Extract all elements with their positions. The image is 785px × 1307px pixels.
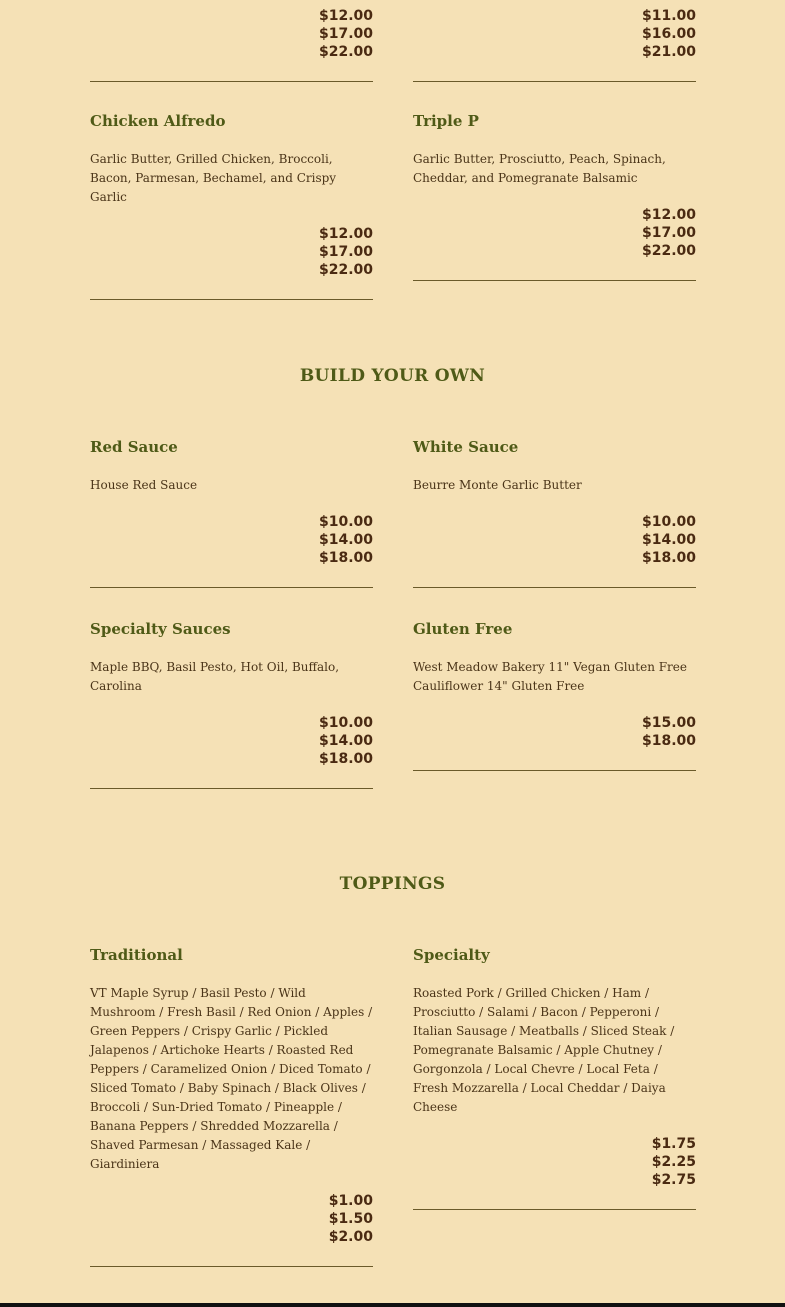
divider — [90, 299, 373, 300]
price: $15.00 — [641, 715, 696, 731]
price-list — [413, 7, 696, 61]
divider — [413, 1209, 696, 1210]
item-name: White Sauce — [413, 438, 519, 456]
price: $18.00 — [318, 751, 373, 767]
item-name: Specialty Sauces — [90, 620, 231, 638]
item-description: Roasted Pork / Grilled Chicken / Ham / Prosciutto / Salami / Bacon / Pepperoni / Italian Sausage / Meatballs / Sliced Steak / Pomegranate Balsamic / Apple Chutney / Gorgonzola / Local Chevre / Local Feta / Fresh Mozzarella / Local Cheddar / Daiya Cheese — [413, 986, 675, 1114]
price: $2.25 — [651, 1154, 696, 1170]
price: $21.00 — [641, 44, 696, 60]
item-description: West Meadow Bakery 11" Vegan Gluten Free Cauliflower 14" Gluten Free — [413, 660, 687, 693]
menu-item-specialty-sauces — [90, 619, 373, 789]
menu-item-traditional-toppings — [90, 945, 373, 1267]
price-list — [90, 513, 373, 567]
price-list — [90, 1192, 373, 1246]
divider — [413, 280, 696, 281]
price: $12.00 — [318, 226, 373, 242]
price: $2.00 — [328, 1229, 373, 1245]
item-name: Traditional — [90, 946, 183, 964]
menu-item-white-sauce — [413, 437, 696, 588]
menu-item-specialty-toppings — [413, 945, 696, 1210]
price: $14.00 — [641, 532, 696, 548]
price: $22.00 — [641, 243, 696, 259]
price: $18.00 — [641, 733, 696, 749]
divider — [90, 1266, 373, 1267]
menu-item-triple-p — [413, 111, 696, 281]
item-description: Maple BBQ, Basil Pesto, Hot Oil, Buffalo, Carolina — [90, 660, 340, 693]
menu-item-red-sauce — [90, 437, 373, 588]
item-name: Chicken Alfredo — [90, 112, 226, 130]
price: $12.00 — [641, 207, 696, 223]
price: $11.00 — [641, 8, 696, 24]
price: $1.50 — [328, 1211, 373, 1227]
price-list — [90, 7, 373, 61]
price: $22.00 — [318, 262, 373, 278]
price-list — [413, 714, 696, 750]
section-title-build-your-own: BUILD YOUR OWN — [299, 366, 486, 386]
price-list — [413, 206, 696, 260]
price: $1.75 — [651, 1136, 696, 1152]
price: $2.75 — [651, 1172, 696, 1188]
price: $17.00 — [318, 244, 373, 260]
price-list — [413, 513, 696, 567]
price: $10.00 — [318, 514, 373, 530]
divider — [90, 587, 373, 588]
item-description: House Red Sauce — [90, 478, 198, 492]
price: $22.00 — [318, 44, 373, 60]
item-description: Garlic Butter, Prosciutto, Peach, Spinach, Cheddar, and Pomegranate Balsamic — [413, 152, 666, 185]
price-list — [90, 225, 373, 279]
item-name: Red Sauce — [90, 438, 178, 456]
item-name: Specialty — [413, 946, 490, 964]
item-description: Beurre Monte Garlic Butter — [413, 478, 582, 492]
divider — [90, 81, 373, 82]
divider — [90, 788, 373, 789]
top-partial-right — [413, 7, 696, 82]
item-name: Gluten Free — [413, 620, 513, 638]
price: $17.00 — [318, 26, 373, 42]
price: $10.00 — [641, 514, 696, 530]
price: $16.00 — [641, 26, 696, 42]
price-list — [90, 714, 373, 768]
price: $14.00 — [318, 532, 373, 548]
top-partial-left — [90, 7, 373, 82]
price-list — [413, 1135, 696, 1189]
price: $1.00 — [328, 1193, 373, 1209]
price: $12.00 — [318, 8, 373, 24]
price: $10.00 — [318, 715, 373, 731]
divider — [413, 81, 696, 82]
item-name: Triple P — [413, 112, 479, 130]
price: $14.00 — [318, 733, 373, 749]
divider — [413, 587, 696, 588]
item-description: Garlic Butter, Grilled Chicken, Broccoli, Bacon, Parmesan, Bechamel, and Crispy Garlic — [90, 152, 337, 204]
price: $18.00 — [641, 550, 696, 566]
menu-item-gluten-free — [413, 619, 696, 771]
divider — [413, 770, 696, 771]
section-title-toppings: TOPPINGS — [339, 874, 446, 894]
bottom-edge-bar — [0, 1303, 785, 1307]
menu-item-chicken-alfredo — [90, 111, 373, 300]
item-description: VT Maple Syrup / Basil Pesto / Wild Mushroom / Fresh Basil / Red Onion / Apples / Green Peppers / Crispy Garlic / Pickled Jalapenos / Artichoke Hearts / Roasted Red Peppers / Caramelized Onion / Diced Tomato / Sliced Tomato / Baby Spinach / Black Olives / Broccoli / Sun-Dried Tomato / Pineapple / Banana Peppers / Shredded Mozzarella / Shaved Parmesan / Massaged Kale / Giardiniera — [90, 986, 373, 1171]
price: $17.00 — [641, 225, 696, 241]
price: $18.00 — [318, 550, 373, 566]
